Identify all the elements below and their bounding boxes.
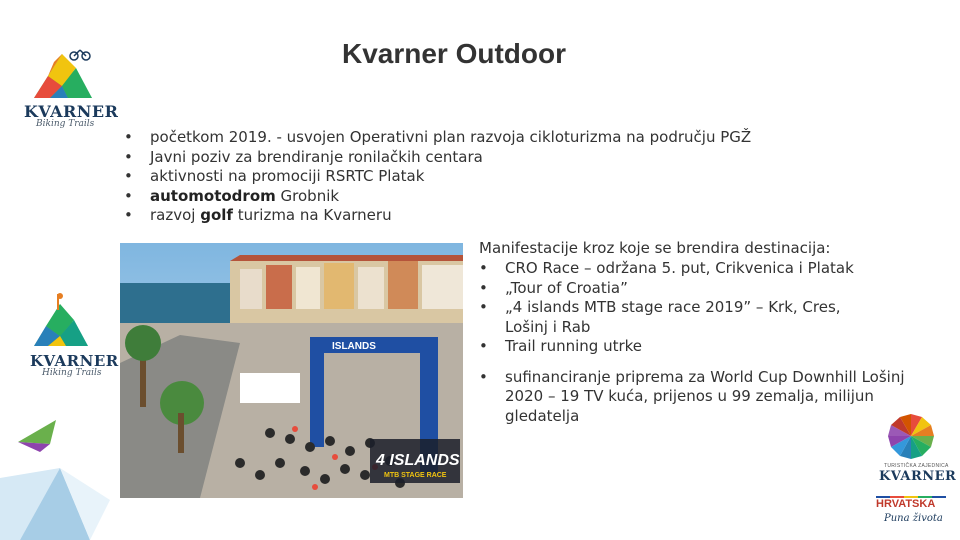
logo-slogan: Puna života (884, 513, 943, 524)
list-item: • „4 islands MTB stage race 2019” – Krk, Cres, Lošinj i Rab (479, 298, 885, 337)
mountain-emblem-icon (30, 292, 92, 350)
decorative-triangles (0, 408, 110, 540)
sunburst-emblem-icon (886, 412, 936, 460)
list-item: • razvoj golf turizma na Kvarneru (124, 206, 751, 226)
list-item: • „Tour of Croatia” (479, 279, 919, 299)
manifestations-heading: Manifestacije kroz koje se brendira destinacija: (479, 239, 831, 257)
checker-stripe-icon (876, 496, 946, 500)
arch-text: ISLANDS (332, 341, 376, 352)
list-item: • Trail running utrke (479, 337, 919, 357)
mountain-emblem-icon (28, 46, 98, 102)
top-bullet-list (124, 128, 751, 226)
list-item: • sufinanciranje priprema za World Cup Downhill Lošinj 2020 – 19 TV kuća, prijenos u 99 zemalja, milijun gledatelja (479, 368, 905, 427)
race-start-photo (120, 243, 463, 498)
list-item: • aktivnosti na promociji RSRTC Platak (124, 167, 751, 187)
logo-name: KVARNER (30, 352, 119, 370)
manifestations-list (479, 259, 919, 426)
logo-subtitle: Hiking Trails (42, 368, 102, 378)
list-item: • početkom 2019. - usvojen Operativni plan razvoja cikloturizma na području PGŽ (124, 128, 751, 148)
logo-name: KVARNER (24, 102, 119, 121)
banner-text: 4 ISLANDS (376, 452, 460, 469)
banner-subtext: MTB STAGE RACE (384, 472, 447, 479)
logo-top-text: TURISTIČKA ZAJEDNICA (884, 463, 949, 469)
list-item: • Javni poziv za brendiranje ronilačkih centara (124, 148, 751, 168)
logo-name: KVARNER (879, 469, 957, 484)
list-item: • automotodrom Grobnik (124, 187, 751, 207)
page-title: Kvarner Outdoor (341, 38, 567, 69)
logo-subtitle: Biking Trails (36, 119, 95, 129)
logo-name: HRVATSKA (876, 498, 936, 510)
list-item: • CRO Race – održana 5. put, Crikvenica i Platak (479, 259, 919, 279)
